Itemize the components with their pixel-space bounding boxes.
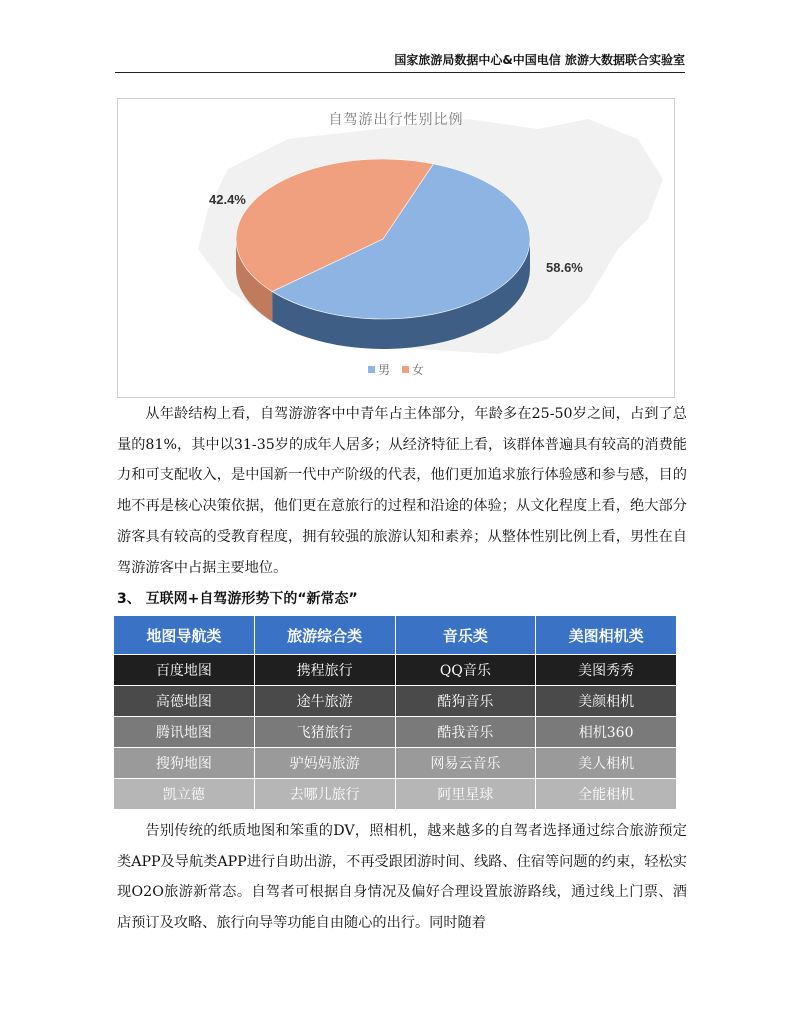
table-row xyxy=(114,686,677,717)
table-cell: 酷我音乐 xyxy=(395,717,536,748)
section-heading: 3、 互联网+自驾游形势下的“新常态” xyxy=(117,591,358,607)
table-cell: 相机360 xyxy=(536,717,677,748)
table-cell: 飞猪旅行 xyxy=(254,717,395,748)
table-row xyxy=(114,779,677,810)
table-cell: 途牛旅游 xyxy=(254,686,395,717)
legend-swatch-female xyxy=(402,366,409,373)
legend-label-male: 男 xyxy=(378,363,391,377)
table-row xyxy=(114,748,677,779)
page-header: 国家旅游局数据中心&中国电信 旅游大数据联合实验室 xyxy=(115,50,685,73)
table-header-cell: 音乐类 xyxy=(395,616,536,655)
legend-item-female xyxy=(402,361,424,378)
table-cell: 百度地图 xyxy=(114,655,255,686)
table-cell: 高德地图 xyxy=(114,686,255,717)
table-header-cell: 美图相机类 xyxy=(536,616,677,655)
chart-title: 自驾游出行性别比例 xyxy=(328,112,464,128)
table-cell: 阿里星球 xyxy=(395,779,536,810)
app-category-table xyxy=(113,615,677,810)
table-cell: QQ音乐 xyxy=(395,655,536,686)
table-cell: 凯立德 xyxy=(114,779,255,810)
table-cell: 美颜相机 xyxy=(536,686,677,717)
paragraph-demographics: 从年龄结构上看，自驾游游客中中青年占主体部分，年龄多在25-50岁之间，占到了总量的81%，其中以31-35岁的成年人居多；从经济特征上看，该群体普遍具有较高的消费能力和可支配收入，是中国新一代中产阶级的代表，他们更加追求旅行体验感和参与感，目的地不再是核心决策依据，他们更在意旅行的过程和沿途的体验；从文化程度上看，绝大部分游客具有较高的受教育程度，拥有较强的旅游认知和素养；从整体性别比例上看，男性在自驾游游客中占据主要地位。 xyxy=(117,406,687,576)
table-header-row xyxy=(114,616,677,655)
table-cell: 美人相机 xyxy=(536,748,677,779)
table-row xyxy=(114,717,677,748)
table-header-cell: 旅游综合类 xyxy=(254,616,395,655)
data-label-female: 42.4% xyxy=(209,192,246,207)
table-cell: 携程旅行 xyxy=(254,655,395,686)
table-cell: 美图秀秀 xyxy=(536,655,677,686)
pie-chart-canvas xyxy=(118,99,674,397)
table-row xyxy=(114,655,677,686)
table-cell: 驴妈妈旅游 xyxy=(254,748,395,779)
table-cell: 去哪儿旅行 xyxy=(254,779,395,810)
table-header-cell: 地图导航类 xyxy=(114,616,255,655)
table-cell: 酷狗音乐 xyxy=(395,686,536,717)
chart-legend xyxy=(118,361,674,378)
paragraph-o2o-travel: 告别传统的纸质地图和笨重的DV，照相机，越来越多的自驾者选择通过综合旅游预定类APP及导航类APP进行自助出游，不再受跟团游时间、线路、住宿等问题的约束，轻松实现O2O旅游新常态。自驾者可根据自身情况及偏好合理设置旅游路线，通过线上门票、酒店预订及攻略、旅行向导等功能自由随心的出行。同时随着 xyxy=(117,823,687,932)
table-cell: 腾讯地图 xyxy=(114,717,255,748)
legend-item-male xyxy=(368,361,390,378)
gender-pie-chart xyxy=(117,98,675,398)
legend-swatch-male xyxy=(368,366,375,373)
table-cell: 全能相机 xyxy=(536,779,677,810)
data-label-male: 58.6% xyxy=(546,260,583,275)
legend-label-female: 女 xyxy=(411,363,424,377)
table-cell: 搜狗地图 xyxy=(114,748,255,779)
table-cell: 网易云音乐 xyxy=(395,748,536,779)
